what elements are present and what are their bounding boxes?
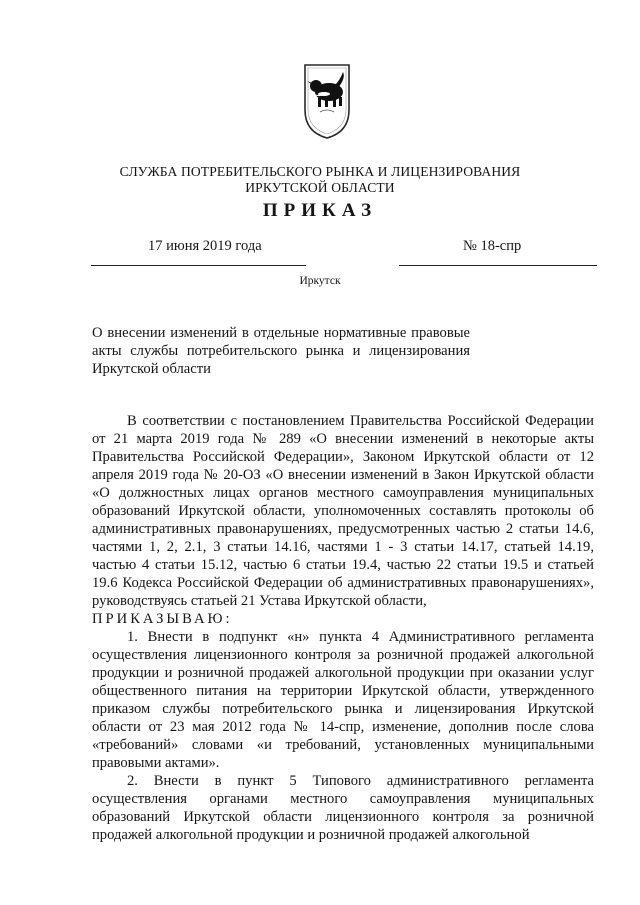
org-name-line1: СЛУЖБА ПОТРЕБИТЕЛЬСКОГО РЫНКА И ЛИЦЕНЗИРОВАНИЯ — [119, 164, 521, 179]
preamble-paragraph: В соответствии с постановлением Правительства Российской Федерации от 21 марта 2019 года № 289 «О внесении изменений в некоторые акты Правительства Российской Федерации», Законом Иркутской области от 12 апреля 2019 года № 20-ОЗ «О внесении изменений в Закон Иркутской области «О должностных лицах органов местного самоуправления муниципальных образований Иркутской области, уполномоченных составлять протоколы об административных правонарушениях, предусмотренных частью 2 статьи 14.6, частями 1, 2, 2.1, 3 статьи 14.16, частями 1 - 3 статьи 14.17, статьей 14.19, частью 4 статьи 15.12, частью 6 статьи 19.4, частью 22 статьи 19.5 и статьей 19.6 Кодекса Российской Федерации об административных правонарушениях», руководствуясь статьей 21 Устава Иркутской области, — [92, 413, 594, 609]
org-name-line2: ИРКУТСКОЙ ОБЛАСТИ — [245, 180, 395, 195]
document-subject: О внесении изменений в отдельные нормативные правовые акты службы потребительского рынка и лицензирования Иркутской области — [92, 325, 470, 377]
document-body — [92, 412, 594, 844]
item-1-paragraph: 1. Внести в подпункт «н» пункта 4 Административного регламента осуществления лицензионного контроля за розничной продажей алкогольной продукции и розничной продажей алкогольной продукции при оказании услуг общественного питания на территории Иркутской области, утвержденного приказом службы потребительского рынка и лицензирования Иркутской области от 23 мая 2012 года № 14-спр, изменение, дополнив после слова «требований» словами «и требований, установленных муниципальными правовыми актами». — [92, 629, 594, 771]
irkutsk-coat-of-arms-icon — [302, 62, 352, 140]
document-title: ПРИКАЗ — [262, 200, 378, 221]
decree-word: ПРИКАЗЫВАЮ: — [92, 611, 233, 627]
document-date: 17 июня 2019 года — [148, 238, 262, 254]
date-underline — [91, 265, 306, 266]
item-2-paragraph: 2. Внести в пункт 5 Типового административного регламента осуществления органами местного самоуправления муниципальных образований Иркутской области лицензионного контроля за розничной продажей алкогольной продукции и розничной продажей алкогольной — [92, 773, 594, 843]
document-city: Иркутск — [299, 275, 341, 287]
document-number: № 18-спр — [463, 238, 522, 254]
number-underline — [399, 265, 597, 266]
